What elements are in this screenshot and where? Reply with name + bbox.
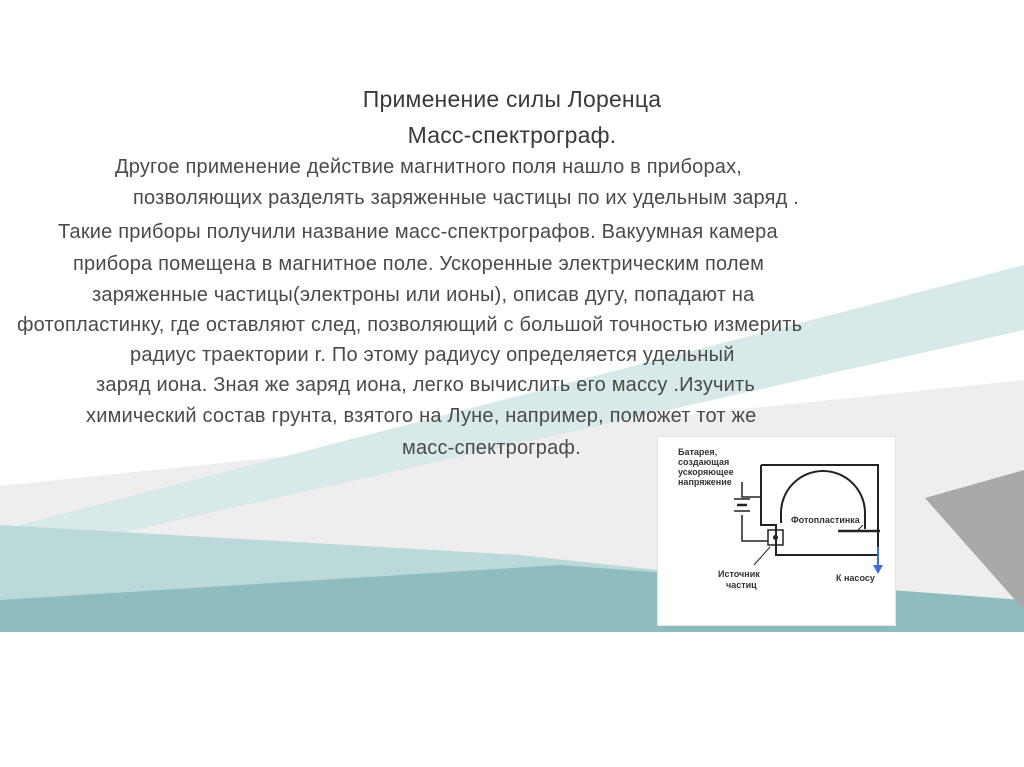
source-pointer (754, 547, 770, 565)
slide-title: Применение силы Лоренца (362, 86, 662, 112)
text-line-9: химический состав грунта, взятого на Луне, например, поможет тот же (86, 405, 757, 427)
plate-pointer (858, 525, 863, 530)
battery-label-3: ускоряющее (678, 467, 734, 477)
source-label-2: частиц (726, 580, 757, 590)
text-line-4: прибора помещена в магнитное поле. Ускоренные электрическим полем (73, 253, 765, 275)
text-line-3: Такие приборы получили название масс-спектрографов. Вакуумная камера (58, 221, 778, 243)
battery-label-1: Батарея, (678, 447, 718, 457)
text-line-7: радиус траектории r. По этому радиусу определяется удельный (130, 344, 735, 366)
text-line-2: позволяющих разделять заряженные частицы по их удельным заряд . (133, 187, 800, 209)
mass-spectrograph-diagram (657, 436, 896, 626)
text-line-1: Другое применение действие магнитного поля нашло в приборах, (115, 156, 743, 178)
battery-wire-2 (742, 515, 768, 541)
text-line-5: заряженные частицы(электроны или ионы), описав дугу, попадают на (92, 284, 755, 306)
battery-label-2: создающая (678, 457, 730, 467)
photoplate-label: Фотопластинка (791, 515, 860, 525)
text-line-10: масс-спектрограф. (402, 437, 581, 459)
source-label-1: Источник (718, 569, 760, 579)
slide-subtitle: Масс-спектрограф. (407, 122, 617, 148)
text-line-8: заряд иона. Зная же заряд иона, легко вычислить его массу .Изучить (96, 374, 755, 396)
text-line-6: фотопластинку, где оставляют след, позволяющий с большой точностью измерить (17, 314, 803, 336)
battery-wire (742, 482, 761, 497)
battery-label-4: напряжение (678, 477, 732, 487)
particle-source-dot (773, 535, 778, 540)
chamber-outline (761, 465, 878, 555)
pump-label: К насосу (836, 573, 875, 583)
